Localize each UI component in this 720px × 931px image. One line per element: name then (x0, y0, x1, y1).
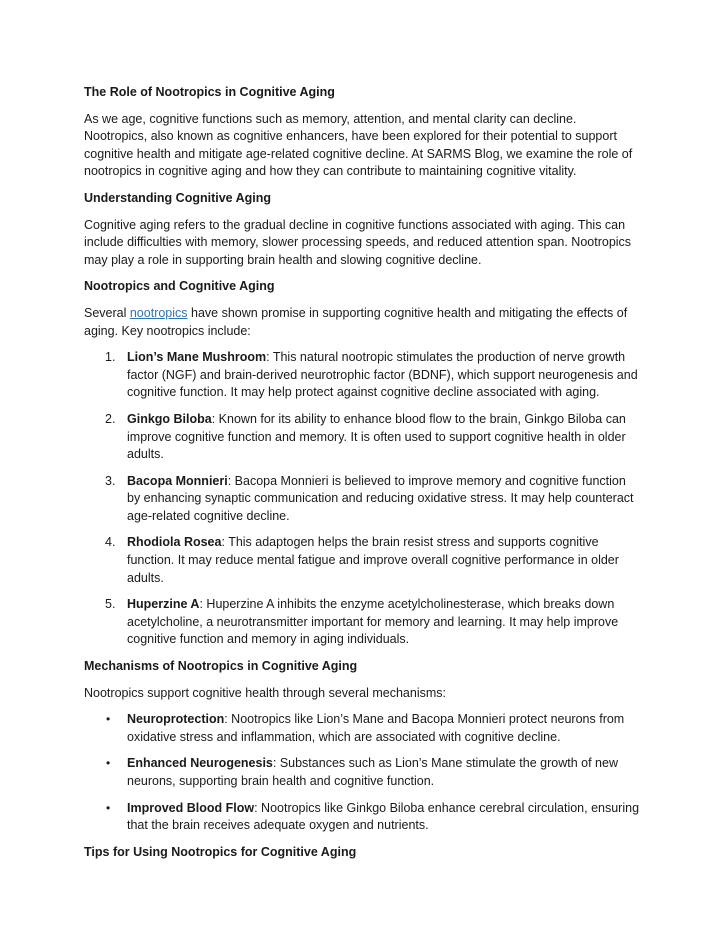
section-heading-mechanisms: Mechanisms of Nootropics in Cognitive Aging (84, 659, 358, 674)
list-item-text: : This adaptogen helps the brain resist stress and supports cognitive function. It may reduce mental fatigue and improve overall cognitive performance in older adults. (127, 535, 619, 585)
nootropics-paragraph (84, 305, 640, 340)
bullet-icon: • (106, 712, 111, 727)
mechanisms-bullet-list (84, 711, 640, 835)
section-heading-understanding: Understanding Cognitive Aging (84, 190, 272, 205)
list-item-text: : Nootropics like Lion’s Mane and Bacopa Monnieri protect neurons from oxidative stress and inflammation, which are associated with cognitive decline. (127, 712, 625, 744)
list-item-term: Improved Blood Flow (127, 800, 255, 815)
bullet-icon: • (106, 756, 111, 771)
list-item-term: Neuroprotection (127, 712, 225, 727)
list-item-term: Ginkgo Biloba (127, 411, 212, 426)
list-number: 2. (105, 411, 116, 426)
section-heading-tips: Tips for Using Nootropics for Cognitive Aging (84, 844, 357, 859)
list-item-term: Bacopa Monnieri (127, 473, 228, 488)
list-item-term: Lion’s Mane Mushroom (127, 350, 267, 365)
list-item (84, 411, 640, 464)
list-number: 5. (105, 597, 116, 612)
section-heading-nootropics: Nootropics and Cognitive Aging (84, 279, 275, 294)
list-item (84, 800, 640, 835)
list-number: 4. (105, 535, 116, 550)
list-item-term: Rhodiola Rosea (127, 535, 222, 550)
list-item-text: : Bacopa Monnieri is believed to improve memory and cognitive function by enhancing synaptic communication and reducing oxidative stress. It may help counteract age-related cognitive decline. (127, 473, 634, 523)
list-item (84, 755, 640, 790)
list-item-term: Enhanced Neurogenesis (127, 756, 273, 771)
intro-paragraph: As we age, cognitive functions such as memory, attention, and mental clarity can decline. Nootropics, also known as cognitive enhancers, have been explored for their potential to support cognitive health and mitigate age-related cognitive decline. At SARMS Blog, we examine the role of nootropics in cognitive aging and how they can contribute to maintaining cognitive vitality. (84, 111, 633, 179)
mechanisms-paragraph: Nootropics support cognitive health through several mechanisms: (84, 685, 446, 700)
document-title: The Role of Nootropics in Cognitive Aging (84, 85, 335, 99)
list-item-text: : Substances such as Lion’s Mane stimulate the growth of new neurons, supporting brain health and cognitive function. (127, 756, 618, 788)
list-item-text: : Nootropics like Ginkgo Biloba enhance cerebral circulation, ensuring that the brain receives adequate oxygen and nutrients. (127, 800, 640, 833)
list-item (84, 711, 640, 746)
nootropics-text-before: Several (84, 305, 130, 320)
list-item-text: : Known for its ability to enhance blood flow to the brain, Ginkgo Biloba can improve cognitive function and memory. It is often used to support cognitive health in older adults. (127, 411, 626, 462)
understanding-paragraph: Cognitive aging refers to the gradual decline in cognitive functions associated with aging. This can include difficulties with memory, slower processing speeds, and reduced attention span. Nootropics may play a role in supporting brain health and slowing cognitive decline. (84, 217, 632, 267)
nootropics-link[interactable]: nootropics (129, 305, 188, 320)
list-item (84, 596, 640, 649)
list-item-text: : Huperzine A inhibits the enzyme acetylcholinesterase, which breaks down acetylcholine, a neurotransmitter important for memory and learning. It may help improve cognitive function and memory in aging individuals. (127, 597, 619, 647)
list-number: 3. (105, 473, 116, 488)
nootropics-numbered-list (84, 349, 640, 649)
list-item-text: : This natural nootropic stimulates the production of nerve growth factor (NGF) and brain-derived neurotrophic factor (BDNF), which support neurogenesis and cognitive function. It may help protect against cognitive decline associated with aging. (127, 350, 638, 400)
list-number: 1. (105, 350, 116, 365)
nootropics-text-after: have shown promise in supporting cognitive health and mitigating the effects of aging. Key nootropics include: (84, 305, 628, 338)
list-item (84, 349, 640, 402)
bullet-icon: • (106, 800, 111, 815)
list-item (84, 534, 640, 587)
list-item-term: Huperzine A (127, 597, 200, 612)
list-item (84, 473, 640, 526)
